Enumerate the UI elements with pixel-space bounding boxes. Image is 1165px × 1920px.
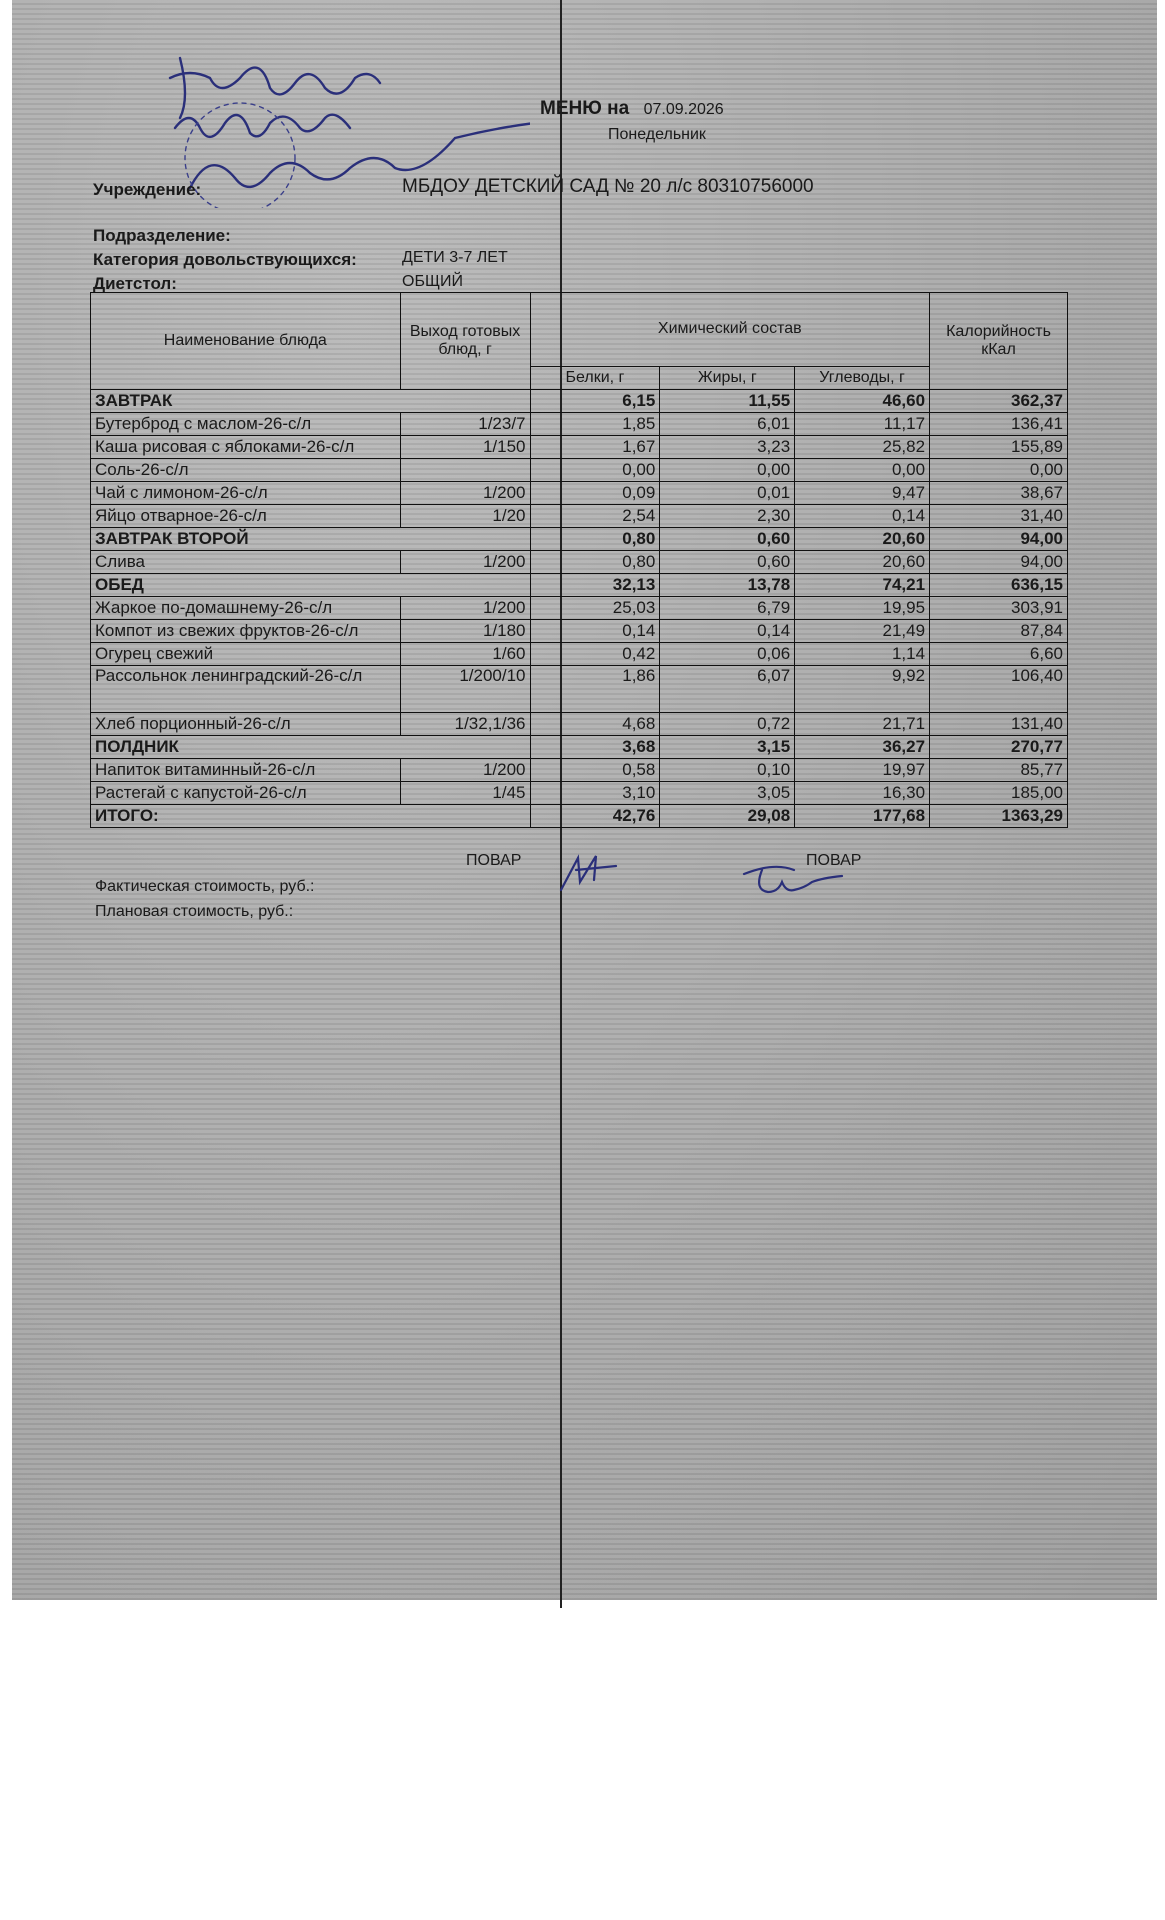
- table-row: [91, 597, 1068, 620]
- dish-cell: ЗАВТРАК ВТОРОЙ: [91, 528, 531, 551]
- protein-cell: 4,68: [530, 713, 660, 736]
- carbs-cell: 9,47: [795, 482, 930, 505]
- carbs-cell: 9,92: [795, 666, 930, 713]
- kcal-cell: 0,00: [930, 459, 1068, 482]
- header-yield: Выход готовых блюд, г: [400, 293, 530, 390]
- kcal-cell: 636,15: [930, 574, 1068, 597]
- yield-cell: 1/200: [400, 482, 530, 505]
- carbs-cell: 21,71: [795, 713, 930, 736]
- fat-cell: 11,55: [660, 390, 795, 413]
- yield-cell: 1/60: [400, 643, 530, 666]
- menu-body: [91, 390, 1068, 828]
- yield-cell: 1/200/10: [400, 666, 530, 713]
- fat-cell: 6,79: [660, 597, 795, 620]
- fat-cell: 0,14: [660, 620, 795, 643]
- weekday: Понедельник: [608, 126, 706, 143]
- dish-cell: Бутерброд с маслом-26-с/л: [91, 413, 401, 436]
- kcal-cell: 87,84: [930, 620, 1068, 643]
- dish-cell: Растегай с капустой-26-с/л: [91, 782, 401, 805]
- protein-cell: 0,80: [530, 551, 660, 574]
- kcal-cell: 155,89: [930, 436, 1068, 459]
- dish-cell: ЗАВТРАК: [91, 390, 531, 413]
- header-protein: Белки, г: [530, 366, 660, 389]
- dish-cell: ПОЛДНИК: [91, 736, 531, 759]
- dish-cell: Хлеб порционный-26-с/л: [91, 713, 401, 736]
- yield-cell: 1/150: [400, 436, 530, 459]
- menu-title: МЕНЮ на: [540, 98, 630, 119]
- carbs-cell: 1,14: [795, 643, 930, 666]
- carbs-cell: 20,60: [795, 551, 930, 574]
- fat-cell: 3,23: [660, 436, 795, 459]
- carbs-cell: 0,00: [795, 459, 930, 482]
- dish-cell: Соль-26-с/л: [91, 459, 401, 482]
- institution-value: МБДОУ ДЕТСКИЙ САД № 20 л/с 80310756000: [402, 176, 814, 197]
- yield-cell: 1/23/7: [400, 413, 530, 436]
- fat-cell: 3,05: [660, 782, 795, 805]
- table-row: [91, 505, 1068, 528]
- protein-cell: 25,03: [530, 597, 660, 620]
- kcal-cell: 136,41: [930, 413, 1068, 436]
- menu-date: 07.09.2026: [643, 101, 724, 118]
- section-row: [91, 528, 1068, 551]
- protein-cell: 6,15: [530, 390, 660, 413]
- kcal-cell: 303,91: [930, 597, 1068, 620]
- kcal-cell: 362,37: [930, 390, 1068, 413]
- fat-cell: 6,07: [660, 666, 795, 713]
- dish-cell: Огурец свежий: [91, 643, 401, 666]
- kcal-cell: 31,40: [930, 505, 1068, 528]
- protein-cell: 0,14: [530, 620, 660, 643]
- institution-label: Учреждение:: [93, 180, 202, 199]
- section-row: [91, 574, 1068, 597]
- yield-cell: 1/200: [400, 551, 530, 574]
- table-row: [91, 713, 1068, 736]
- protein-cell: 1,86: [530, 666, 660, 713]
- section-row: [91, 390, 1068, 413]
- yield-cell: 1/200: [400, 597, 530, 620]
- fat-cell: 3,15: [660, 736, 795, 759]
- kcal-cell: 270,77: [930, 736, 1068, 759]
- yield-cell: 1/20: [400, 505, 530, 528]
- kcal-cell: 6,60: [930, 643, 1068, 666]
- protein-cell: 1,85: [530, 413, 660, 436]
- planned-cost-label: Плановая стоимость, руб.:: [95, 903, 294, 920]
- table-row: [91, 782, 1068, 805]
- fat-cell: 0,10: [660, 759, 795, 782]
- fat-cell: 0,06: [660, 643, 795, 666]
- carbs-cell: 25,82: [795, 436, 930, 459]
- dish-cell: Напиток витаминный-26-с/л: [91, 759, 401, 782]
- yield-cell: 1/200: [400, 759, 530, 782]
- kcal-cell: 85,77: [930, 759, 1068, 782]
- section-row: [91, 736, 1068, 759]
- table-row: [91, 666, 1068, 713]
- division-label: Подразделение:: [93, 226, 231, 245]
- dish-cell: Компот из свежих фруктов-26-с/л: [91, 620, 401, 643]
- carbs-cell: 46,60: [795, 390, 930, 413]
- kcal-cell: 94,00: [930, 551, 1068, 574]
- table-row: [91, 413, 1068, 436]
- table-row: [91, 643, 1068, 666]
- yield-cell: 1/180: [400, 620, 530, 643]
- table-row: [91, 482, 1068, 505]
- fat-cell: 13,78: [660, 574, 795, 597]
- fat-cell: 0,60: [660, 551, 795, 574]
- header-chem: Химический состав: [530, 293, 930, 367]
- protein-cell: 3,68: [530, 736, 660, 759]
- diet-value: ОБЩИЙ: [402, 273, 463, 290]
- actual-cost-label: Фактическая стоимость, руб.:: [95, 878, 315, 895]
- yield-cell: 1/32,1/36: [400, 713, 530, 736]
- protein-cell: 0,80: [530, 528, 660, 551]
- dish-cell: Слива: [91, 551, 401, 574]
- carbs-cell: 36,27: [795, 736, 930, 759]
- kcal-cell: 185,00: [930, 782, 1068, 805]
- protein-cell: 3,10: [530, 782, 660, 805]
- dish-cell: Рассольнок ленинградский-26-с/л: [91, 666, 401, 713]
- yield-cell: [400, 459, 530, 482]
- dish-cell: Чай с лимоном-26-с/л: [91, 482, 401, 505]
- protein-cell: 1,67: [530, 436, 660, 459]
- dish-cell: Яйцо отварное-26-с/л: [91, 505, 401, 528]
- protein-cell: 0,42: [530, 643, 660, 666]
- kcal-cell: 38,67: [930, 482, 1068, 505]
- header-kcal: Калорийность кКал: [930, 293, 1068, 390]
- yield-cell: 1/45: [400, 782, 530, 805]
- carbs-cell: 74,21: [795, 574, 930, 597]
- fat-cell: 6,01: [660, 413, 795, 436]
- carbs-cell: 16,30: [795, 782, 930, 805]
- protein-cell: 0,00: [530, 459, 660, 482]
- dish-cell: ИТОГО:: [91, 805, 531, 828]
- diet-label: Диетстол:: [93, 274, 177, 293]
- kcal-cell: 1363,29: [930, 805, 1068, 828]
- header-fat: Жиры, г: [660, 366, 795, 389]
- protein-cell: 42,76: [530, 805, 660, 828]
- carbs-cell: 11,17: [795, 413, 930, 436]
- fat-cell: 0,01: [660, 482, 795, 505]
- protein-cell: 0,58: [530, 759, 660, 782]
- protein-cell: 0,09: [530, 482, 660, 505]
- protein-cell: 2,54: [530, 505, 660, 528]
- carbs-cell: 20,60: [795, 528, 930, 551]
- dish-cell: Жаркое по-домашнему-26-с/л: [91, 597, 401, 620]
- category-value: ДЕТИ 3-7 ЛЕТ: [402, 249, 508, 266]
- cook-signature-left: [556, 852, 626, 892]
- carbs-cell: 19,95: [795, 597, 930, 620]
- fat-cell: 0,72: [660, 713, 795, 736]
- carbs-cell: 0,14: [795, 505, 930, 528]
- fat-cell: 2,30: [660, 505, 795, 528]
- header-carbs: Углеводы, г: [795, 366, 930, 389]
- kcal-cell: 106,40: [930, 666, 1068, 713]
- table-row: [91, 620, 1068, 643]
- fat-cell: 0,60: [660, 528, 795, 551]
- table-row: [91, 436, 1068, 459]
- kcal-cell: 94,00: [930, 528, 1068, 551]
- carbs-cell: 19,97: [795, 759, 930, 782]
- cook-right-label: ПОВАР: [806, 852, 862, 869]
- carbs-cell: 21,49: [795, 620, 930, 643]
- fat-cell: 0,00: [660, 459, 795, 482]
- kcal-cell: 131,40: [930, 713, 1068, 736]
- section-row: [91, 805, 1068, 828]
- category-label: Категория довольствующихся:: [93, 250, 357, 269]
- table-row: [91, 759, 1068, 782]
- protein-cell: 32,13: [530, 574, 660, 597]
- cook-left-label: ПОВАР: [466, 852, 522, 869]
- table-row: [91, 551, 1068, 574]
- dish-cell: Каша рисовая с яблоками-26-с/л: [91, 436, 401, 459]
- menu-table: [90, 292, 1068, 828]
- dish-cell: ОБЕД: [91, 574, 531, 597]
- fat-cell: 29,08: [660, 805, 795, 828]
- header-dish: Наименование блюда: [91, 293, 401, 390]
- table-row: [91, 459, 1068, 482]
- carbs-cell: 177,68: [795, 805, 930, 828]
